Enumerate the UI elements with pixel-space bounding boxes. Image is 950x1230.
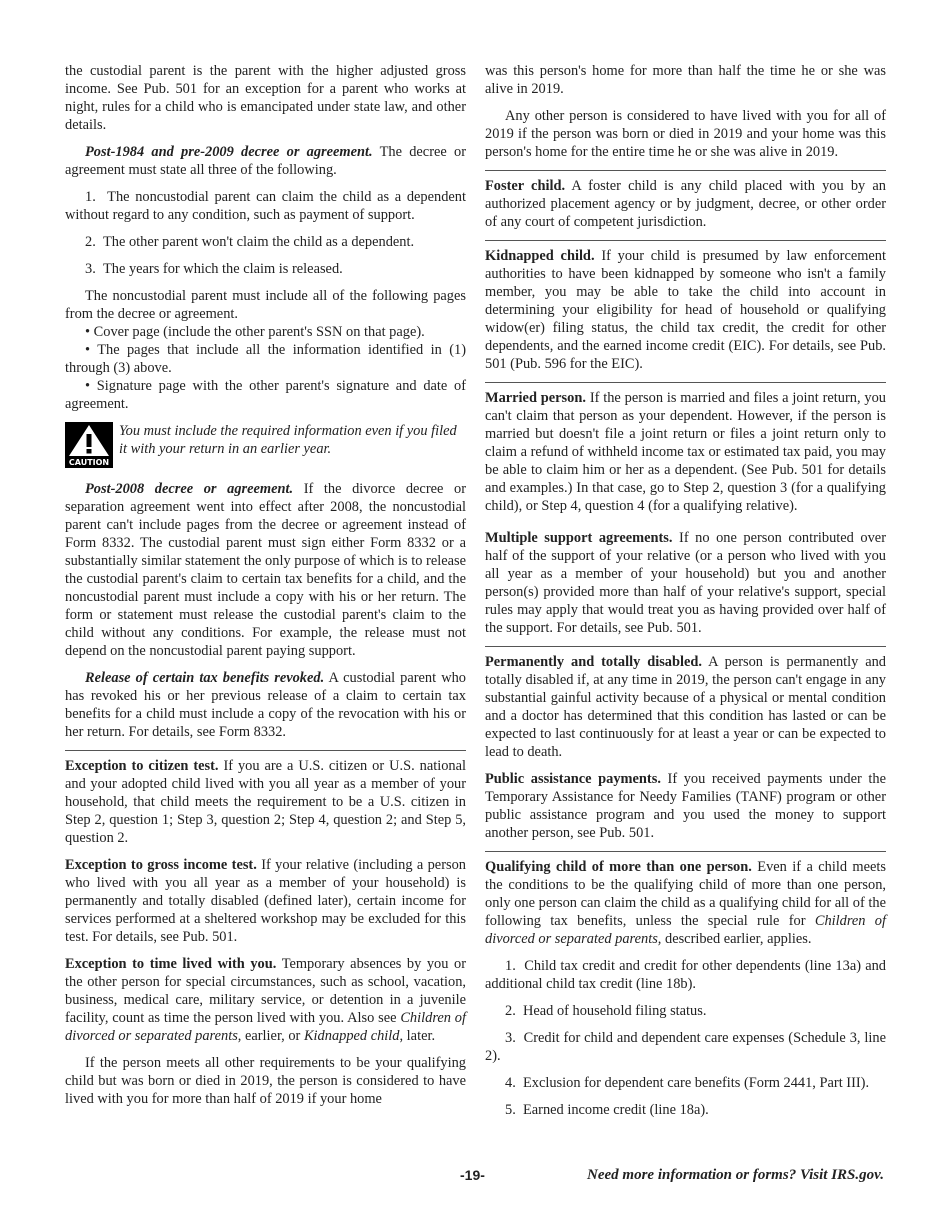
list-item: 3. Credit for child and dependent care expenses (Schedule 3, line 2).	[485, 1030, 886, 1064]
section-multiple-support: Multiple support agreements. If no one person contributed over half of the support of your relative (or a person who lived with you all year as a member of your household) but you and another person(s) provided more than half of your relative's support, special rules may apply that would treat you as having provided over half of the support. For details, see Pub. 501.	[485, 530, 886, 636]
heading-qualifying-child-multiple: Qualifying child of more than one person.	[485, 859, 752, 875]
list-item: 4. Exclusion for dependent care benefits (Form 2441, Part III).	[505, 1075, 870, 1091]
list-item: 1. The noncustodial parent can claim the child as a dependent without regard to any condition, such as payment of support.	[65, 189, 466, 223]
paragraph-pages-intro: The noncustodial parent must include all of the following pages from the decree or agreement.	[65, 288, 466, 322]
heading-kidnapped-child: Kidnapped child.	[485, 248, 595, 264]
list-item: 2. The other parent won't claim the child as a dependent.	[85, 234, 415, 250]
section-disabled: Permanently and totally disabled. A person is permanently and totally disabled if, at any time in 2019, the person can't engage in any substantial gainful activity because of a physical or mental condition and a doctor has determined that this condition has lasted or can be expected to last continuously for at least a year or can be expected to lead to death.	[485, 646, 886, 761]
section-married-person: Married person. If the person is married and files a joint return, you can't claim that person as your dependent. However, if the person is married but doesn't file a joint return or files a joint return only to claim a refund of withheld income tax or estimated tax paid, you may be able to claim him or her as a dependent. (See Pub. 501 for details and examples.) In that case, go to Step 2, question 3 (for a qualifying child), or Step 4, question 4 (for a qualifying relative).	[485, 382, 886, 515]
list-item: 1. Child tax credit and credit for other dependents (line 13a) and additional child tax credit (line 18b).	[485, 958, 886, 992]
bullet-item: • Cover page (include the other parent's SSN on that page).	[85, 324, 425, 340]
section-foster-child: Foster child. A foster child is any child placed with you by an authorized placement agency or by judgment, decree, or other order of any court of competent jurisdiction.	[485, 170, 886, 231]
paragraph-release-revoked: Release of certain tax benefits revoked. A custodial parent who has revoked his or her previous release of a claim to certain tax benefits for a child must include a copy of the revocation with his or her return. For details, see Form 8332.	[65, 670, 466, 740]
heading-post2008: Post-2008 decree or agreement.	[85, 481, 294, 497]
section-qualifying-child-multiple: Qualifying child of more than one person. Even if a child meets the conditions to be the qualifying child of more than one person, only one person can claim the child as a qualifying child for all of the following tax benefits, unless the special rule for Children of divorced or separated parents, described earlier, applies.	[485, 851, 886, 948]
heading-pre2009: Post-1984 and pre-2009 decree or agreement.	[85, 144, 373, 160]
section-public-assistance: Public assistance payments. If you received payments under the Temporary Assistance for Needy Families (TANF) program or other public assistance program and you used the money to support another person, see Pub. 501.	[485, 771, 886, 841]
caution-icon	[65, 422, 113, 468]
heading-foster-child: Foster child.	[485, 178, 566, 194]
paragraph-custodial-parent: the custodial parent is the parent with the higher adjusted gross income. See Pub. 501 for an exception for a parent who works at night, rules for a child who is emancipated under state law, and other details.	[65, 63, 466, 133]
section-kidnapped-child: Kidnapped child. If your child is presumed by law enforcement authorities to have been kidnapped by someone who isn't a family member, you may be able to take the child into account in determining your eligibility for head of household or qualifying widow(er) filing status, the child tax credit, the credit for other dependents, and the earned income credit (EIC). For details, see Pub. 501 (Pub. 596 for the EIC).	[485, 240, 886, 373]
list-item: 3. The years for which the claim is released.	[85, 261, 343, 277]
bullet-item: • Signature page with the other parent's signature and date of agreement.	[65, 378, 466, 412]
bullet-icon: •	[85, 342, 91, 358]
paragraph-other-person: Any other person is considered to have lived with you for all of 2019 if the person was born or died in 2019 and your home was this person's home for the entire time he or she was alive in 2019.	[485, 108, 886, 160]
caution-label: CAUTION	[68, 458, 110, 467]
caution-text: You must include the required information even if you filed it with your return in an earlier year.	[119, 423, 457, 457]
heading-disabled: Permanently and totally disabled.	[485, 654, 702, 670]
footer-link-text: Need more information or forms? Visit IRS.gov.	[587, 1167, 884, 1183]
paragraph-born-or-died: If the person meets all other requirements to be your qualifying child but was born or died in 2019, the person is considered to have lived with you for more than half of 2019 if your home	[65, 1055, 466, 1107]
paragraph-continued: was this person's home for more than half the time he or she was alive in 2019.	[485, 63, 886, 97]
heading-public-assistance: Public assistance payments.	[485, 771, 661, 787]
heading-citizen-test: Exception to citizen test.	[65, 758, 219, 774]
list-item: 2. Head of household filing status.	[505, 1003, 707, 1019]
list-item: 5. Earned income credit (line 18a).	[505, 1102, 709, 1118]
heading-release-revoked: Release of certain tax benefits revoked.	[85, 670, 325, 686]
paragraph-pre2009: Post-1984 and pre-2009 decree or agreement. The decree or agreement must state all three of the following.	[65, 144, 466, 178]
heading-gross-income: Exception to gross income test.	[65, 857, 257, 873]
heading-married-person: Married person.	[485, 390, 586, 406]
paragraph-post2008: Post-2008 decree or agreement. If the divorce decree or separation agreement went into effect after 2008, the noncustodial parent can't include pages from the decree or agreement instead of Form 8332. The custodial parent must sign either Form 8332 or a substantially similar statement the only purpose of which is to release the custodial parent's claim to certain tax benefits for a child, and the noncustodial parent must include a copy with his or her return. The form or statement must release the custodial parent's claim to the child without any conditions. For example, the release must not depend on the noncustodial parent paying support.	[65, 481, 466, 659]
page-number: -19-	[460, 1167, 485, 1183]
heading-multiple-support: Multiple support agreements.	[485, 530, 673, 546]
bullet-icon: •	[85, 378, 91, 394]
bullet-icon: •	[85, 324, 91, 340]
section-time-lived: Exception to time lived with you. Temporary absences by you or the other person for special circumstances, such as school, vacation, business, medical care, military service, or detention in a juvenile facility, count as time the person lived with you. Also see Children of divorced or separated parents, earlier, or Kidnapped child, later.	[65, 956, 467, 1044]
right-column	[485, 62, 886, 1128]
caution-note	[65, 422, 466, 468]
heading-time-lived: Exception to time lived with you.	[65, 956, 277, 972]
section-citizen-test: Exception to citizen test. If you are a U.S. citizen or U.S. national and your adopted child lived with you all year as a member of your household, that child meets the requirement to be a U.S. citizen in Step 2, question 1; Step 3, question 2; Step 4, question 2; and Step 5, question 2.	[65, 750, 466, 847]
bullet-item: • The pages that include all the information identified in (1) through (3) above.	[65, 342, 466, 376]
left-column	[65, 62, 466, 1117]
section-gross-income: Exception to gross income test. If your relative (including a person who lived with you all year as a member of your household) is permanently and totally disabled (defined later), certain income for services performed at a sheltered workshop may be excluded for this test. For details, see Pub. 501.	[65, 857, 466, 945]
